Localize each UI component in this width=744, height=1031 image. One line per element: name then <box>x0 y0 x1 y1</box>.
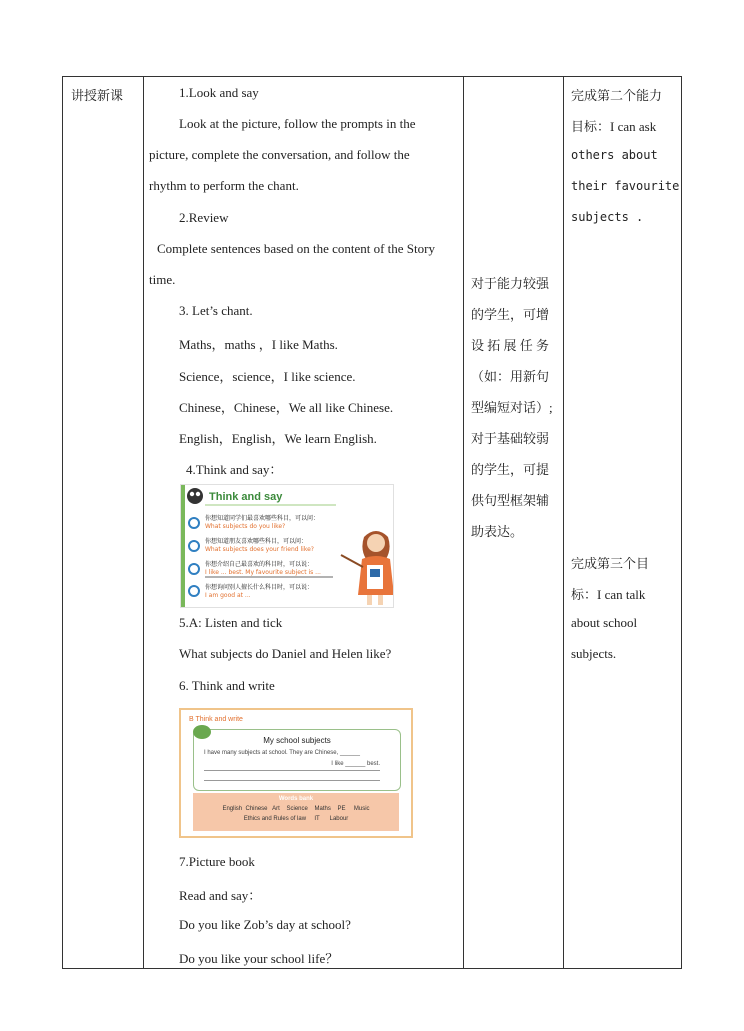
words-row: Ethics and Rules of law IT Labour <box>243 816 349 822</box>
text-line: about school <box>571 615 638 630</box>
text-line: 对于能力较强 <box>471 276 550 291</box>
text-line: Do you like Zob’s day at school? <box>179 917 351 932</box>
text-line: picture, complete the conversation, and follow the <box>149 147 410 162</box>
text-line: 设 拓 展 任 务 <box>471 338 550 353</box>
text-line: 供句型框架辅 <box>471 493 550 508</box>
prompt-en: I like ... best. My favourite subject is ... <box>205 569 321 576</box>
text-line: 7.Picture book <box>179 854 255 869</box>
picture-heading: Think and say <box>209 491 283 503</box>
prompt-en: I am good at ... <box>205 592 251 599</box>
think-and-write-picture <box>179 708 413 838</box>
text-line: 1.Look and say <box>179 85 259 100</box>
text-line: Science，science，I like science. <box>179 369 356 384</box>
card-title: My school subjects <box>263 736 331 745</box>
text-line: subjects . <box>571 210 644 224</box>
prompt-en: What subjects does your friend like? <box>205 546 314 553</box>
text-line: 5.A: Listen and tick <box>179 615 283 630</box>
text-line: English，English，We learn English. <box>179 431 377 446</box>
text-line: Read and say： <box>179 888 262 903</box>
prompt-cn: 你想知道朋友喜欢哪些科目，可以问： <box>205 538 308 545</box>
text-line: 型编短对话）; <box>471 400 553 415</box>
text-line: What subjects do Daniel and Helen like? <box>179 646 392 661</box>
column-divider <box>143 77 144 968</box>
text-line: 4.Think and say： <box>186 462 283 477</box>
writing-card <box>193 729 401 791</box>
text-line: Maths，maths ，I like Maths. <box>179 337 338 352</box>
text-line: 的学生，可提 <box>471 462 550 477</box>
text-line: others about <box>571 148 658 162</box>
words-row: English Chinese Art Science Maths PE Music <box>222 806 370 812</box>
text-line: Chinese，Chinese，We all like Chinese. <box>179 400 394 415</box>
text-line: rhythm to perform the chant. <box>149 178 299 193</box>
text-line: Do you like your school life？ <box>179 951 339 966</box>
text-line: their favourite <box>571 179 680 193</box>
text-line: subjects. <box>571 646 617 661</box>
text-line: 对于基础较弱 <box>471 431 550 446</box>
text-line: 2.Review <box>179 210 229 225</box>
prompt-cn: 你想介绍自己最喜欢的科目时，可以说： <box>205 561 314 568</box>
text-line: 完成第二个能力 <box>571 88 663 103</box>
text-line: 标：I can talk <box>571 587 646 602</box>
column-divider <box>563 77 564 968</box>
text-line: 的学生，可增 <box>471 307 550 322</box>
card-line: I like ______ best. <box>331 761 380 767</box>
stage-label: 讲授新课 <box>71 88 124 103</box>
words-bank-title: Words bank <box>278 796 314 802</box>
words-bank <box>193 793 399 831</box>
text-line: Look at the picture, follow the prompts in the <box>179 116 416 131</box>
text-line: （如：用新句 <box>471 369 550 384</box>
text-line: 完成第三个目 <box>571 556 650 571</box>
text-line: 6. Think and write <box>179 678 275 693</box>
text-line: 目标：I can ask <box>571 119 657 134</box>
picture-header: B Think and write <box>189 716 243 723</box>
lesson-table <box>62 76 682 969</box>
prompt-cn: 你想询问别人擅长什么科目时，可以说： <box>205 584 314 591</box>
column-divider <box>463 77 464 968</box>
text-line: 助表达。 <box>471 524 524 539</box>
prompt-cn: 你想知道同学们最喜欢哪些科目，可以问： <box>205 515 320 522</box>
text-line: time. <box>149 272 176 287</box>
prompt-en: What subjects do you like? <box>205 523 286 530</box>
think-and-say-picture <box>180 484 394 608</box>
card-line: I have many subjects at school. They are Chinese, ______ <box>204 750 360 756</box>
text-line: 3. Let’s chant. <box>179 303 253 318</box>
text-line: Complete sentences based on the content of the Story <box>157 241 435 256</box>
